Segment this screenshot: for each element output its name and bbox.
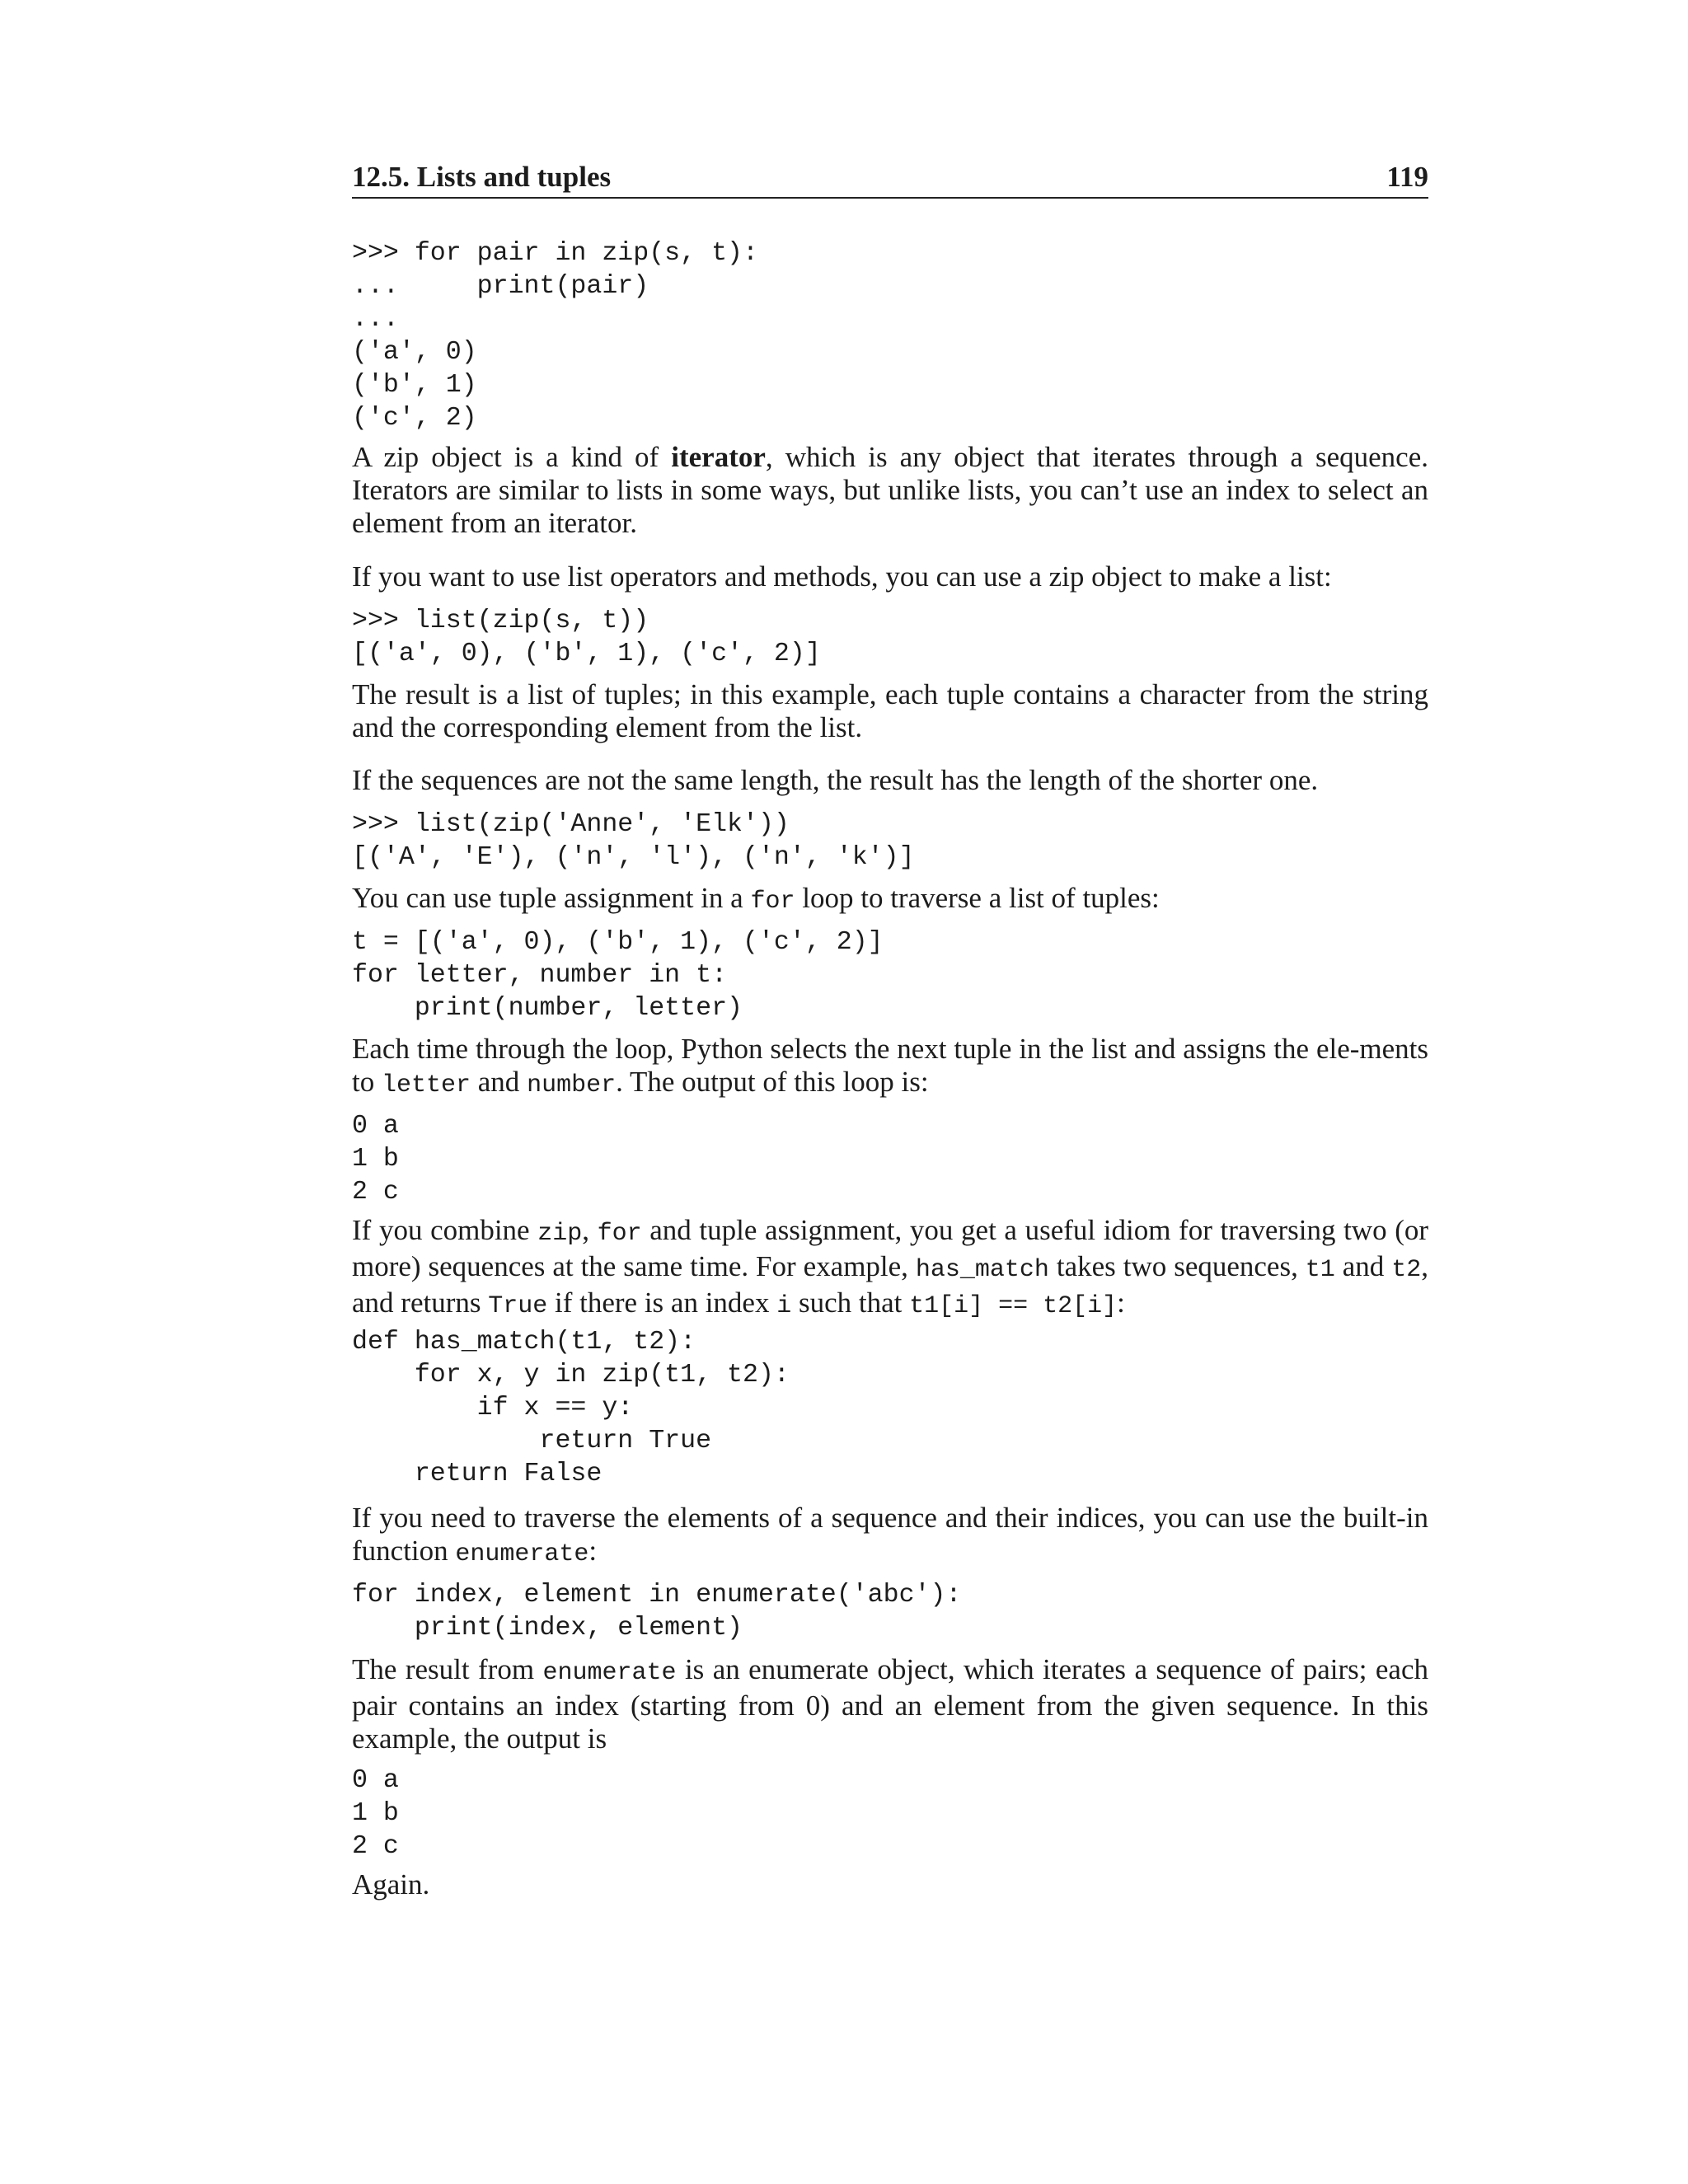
code-has-match: def has_match(t1, t2): for x, y in zip(t1, t2): if x == y: return True return False xyxy=(352,1328,790,1488)
paragraph-each-time: Each time through the loop, Python selects the next tuple in the list and assigns the ele-ments to letter and number. The output of this loop is: xyxy=(352,1033,1428,1099)
paragraph-result-tuples: The result is a list of tuples; in this example, each tuple contains a character from the string and the corresponding element from the list. xyxy=(352,678,1428,743)
section-title: 12.5. Lists and tuples xyxy=(352,161,612,193)
paragraph-again: Again. xyxy=(352,1868,430,1900)
paragraph-combine-zip: If you combine zip, for and tuple assignment, you get a useful idiom for traversing two (or more) sequences at the same time. For example, has_match takes two sequences, t1 and t2, and returns True if there is an index i such that t1[i] == t2[i]: xyxy=(352,1214,1429,1320)
paragraph-enumerate-result: The result from enumerate is an enumerate object, which iterates a sequence of pairs; each pair contains an index (starting from 0) and an element from the given sequence. In this example, the output is xyxy=(352,1653,1428,1755)
page-number: 119 xyxy=(1386,161,1428,193)
running-header xyxy=(352,161,1428,199)
paragraph-list-operators: If you want to use list operators and methods, you can use a zip object to make a list: xyxy=(352,560,1332,593)
paragraph-iterator: A zip object is a kind of iterator, which is any object that iterates through a sequence. Iterators are similar to lists in some ways, but unlike lists, you can’t use an index to select an element from an iterator. xyxy=(352,441,1428,539)
code-zip-loop: >>> for pair in zip(s, t): ... print(pair) ... ('a', 0) ('b', 1) ('c', 2) xyxy=(352,239,758,433)
paragraph-shorter-length: If the sequences are not the same length, the result has the length of the shorter one. xyxy=(352,764,1319,796)
code-traverse-tuples: t = [('a', 0), ('b', 1), ('c', 2)] for letter, number in t: print(number, letter) xyxy=(352,928,884,1023)
code-zip-anne-elk: >>> list(zip('Anne', 'Elk')) [('A', 'E'), ('n', 'l'), ('n', 'k')] xyxy=(352,810,915,872)
code-output-2: 0 a 1 b 2 c xyxy=(352,1766,399,1861)
paragraph-enumerate: If you need to traverse the elements of a sequence and their indices, you can use the built-in function enumerate: xyxy=(352,1502,1428,1568)
paragraph-tuple-assignment: You can use tuple assignment in a for loop to traverse a list of tuples: xyxy=(352,882,1160,916)
code-enumerate: for index, element in enumerate('abc'): print(index, element) xyxy=(352,1581,962,1643)
code-output-1: 0 a 1 b 2 c xyxy=(352,1112,399,1207)
term-iterator: iterator xyxy=(671,441,766,473)
code-list-zip: >>> list(zip(s, t)) [('a', 0), ('b', 1), ('c', 2)] xyxy=(352,607,821,668)
